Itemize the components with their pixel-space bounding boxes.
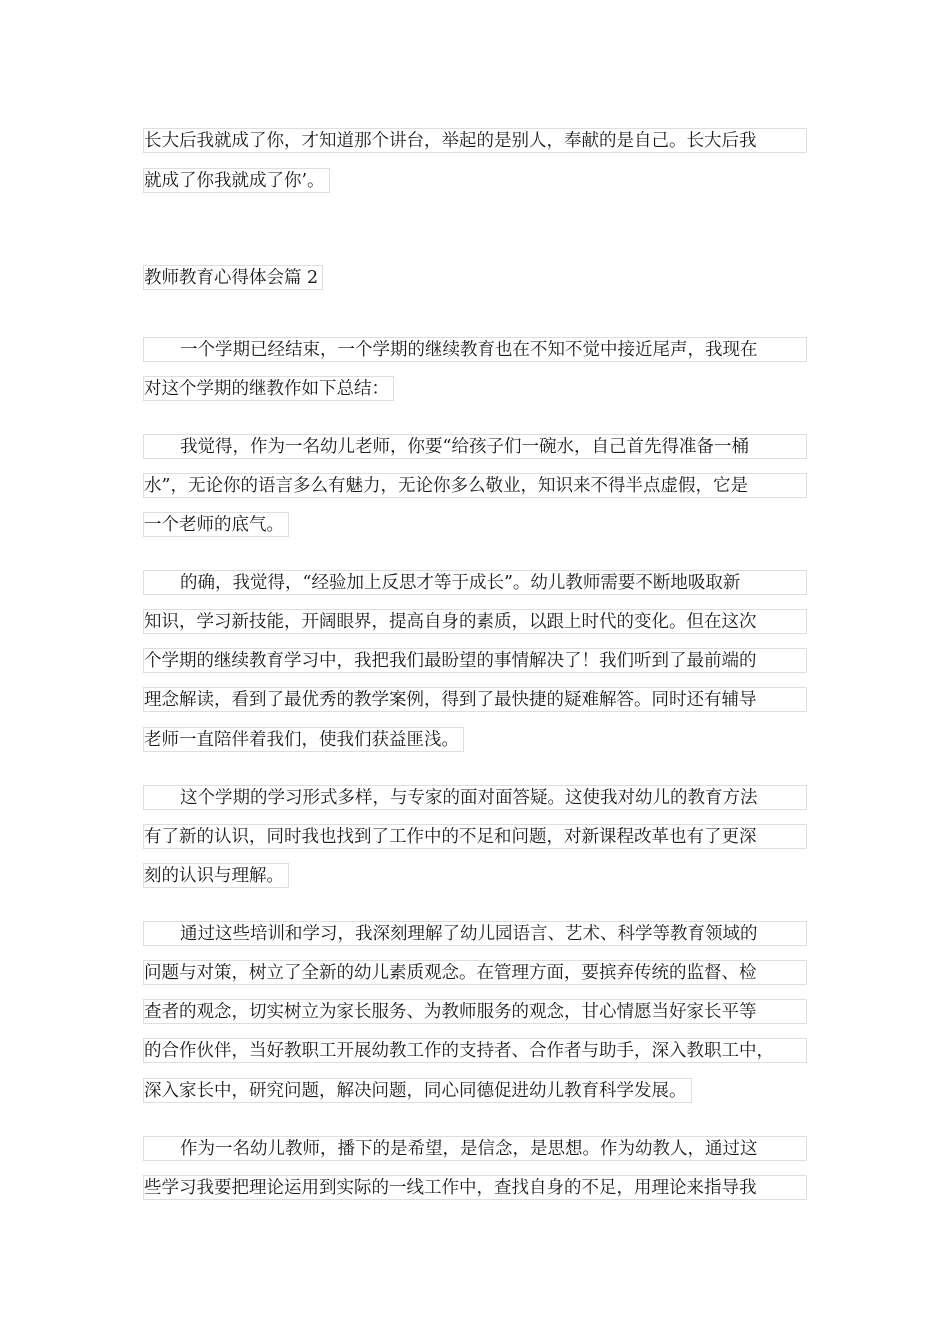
text-line: 有了新的认识，同时我也找到了工作中的不足和问题，对新课程改革也有了更深	[143, 824, 807, 849]
text-line: 长大后我就成了你，才知道那个讲台，举起的是别人，奉献的是自己。长大后我	[143, 128, 807, 153]
text-line: 的确，我觉得，“经验加上反思才等于成长”。幼儿教师需要不断地吸取新	[143, 570, 807, 595]
text-line: 查者的观念，切实树立为家长服务、为教师服务的观念，甘心情愿当好家长平等	[143, 999, 807, 1024]
text-line: 就成了你我就成了你’。	[143, 168, 330, 193]
text-line: 这个学期的学习形式多样，与专家的面对面答疑。这使我对幼儿的教育方法	[143, 785, 807, 810]
text-line: 老师一直陪伴着我们，使我们获益匪浅。	[143, 727, 464, 752]
text-line: 理念解读，看到了最优秀的教学案例，得到了最快捷的疑难解答。同时还有辅导	[143, 687, 807, 712]
text-line: 一个学期已经结束，一个学期的继续教育也在不知不觉中接近尾声，我现在	[143, 337, 807, 362]
text-line: 的合作伙伴，当好教职工开展幼教工作的支持者、合作者与助手，深入教职工中，	[143, 1038, 807, 1063]
text-line: 作为一名幼儿教师，播下的是希望，是信念，是思想。作为幼教人，通过这	[143, 1136, 807, 1161]
text-line: 通过这些培训和学习，我深刻理解了幼儿园语言、艺术、科学等教育领域的	[143, 921, 807, 946]
text-line: 对这个学期的继教作如下总结：	[143, 376, 394, 401]
text-line: 我觉得，作为一名幼儿老师，你要“给孩子们一碗水，自己首先得准备一桶	[143, 434, 807, 459]
text-line: 知识，学习新技能，开阔眼界，提高自身的素质，以跟上时代的变化。但在这次	[143, 609, 807, 634]
text-line: 刻的认识与理解。	[143, 863, 289, 888]
text-line: 深入家长中，研究问题，解决问题，同心同德促进幼儿教育科学发展。	[143, 1078, 692, 1103]
section-heading: 教师教育心得体会篇 2	[143, 265, 323, 290]
text-line: 些学习我要把理论运用到实际的一线工作中，查找自身的不足，用理论来指导我	[143, 1175, 807, 1200]
text-line: 个学期的继续教育学习中，我把我们最盼望的事情解决了！我们听到了最前端的	[143, 648, 807, 673]
text-line: 水”，无论你的语言多么有魅力，无论你多么敬业，知识来不得半点虚假，它是	[143, 473, 807, 498]
text-line: 一个老师的底气。	[143, 512, 289, 537]
text-line: 问题与对策，树立了全新的幼儿素质观念。在管理方面，要摈弃传统的监督、检	[143, 960, 807, 985]
